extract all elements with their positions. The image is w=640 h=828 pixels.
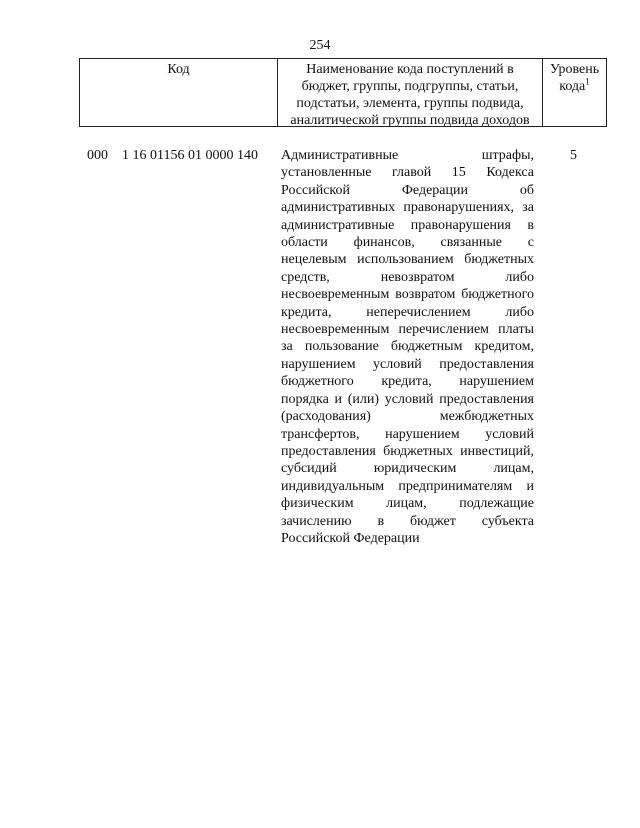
header-level-label: Уровень кода — [549, 62, 600, 94]
page-number: 254 — [309, 38, 331, 53]
header-name: Наименование кода поступлений в бюджет, группы, подгруппы, статьи, подстатьи, элемента, группы подвида, аналитической группы подвида доходов — [278, 59, 543, 126]
header-level — [543, 59, 606, 126]
row-name: Административные штрафы, установленные главой 15 Кодекса Российской Федерации об административных правонарушениях, за административные правонарушения в области финансов, связанные с нецелевым использованием бюджетных средств, невозвратом либо несвоевременным возвратом бюджетного кредита, неперечислением либо несвоевременным перечислением платы за пользование бюджетным кредитом, нарушением условий предоставления бюджетного кредита, нарушением порядка и (или) условий предоставления (расходования) межбюджетных трансфертов, нарушением условий предоставления бюджетных инвестиций, субсидий юридическим лицам, индивидуальным предпринимателям и физическим лицам, подлежащие зачислению в бюджет субъекта Российской Федерации — [281, 148, 534, 546]
header-code: Код — [80, 59, 278, 126]
row-code: 000 1 16 01156 01 0000 140 — [87, 148, 258, 163]
table-header — [79, 58, 607, 127]
footnote-marker: 1 — [585, 76, 590, 87]
row-level: 5 — [570, 148, 577, 163]
